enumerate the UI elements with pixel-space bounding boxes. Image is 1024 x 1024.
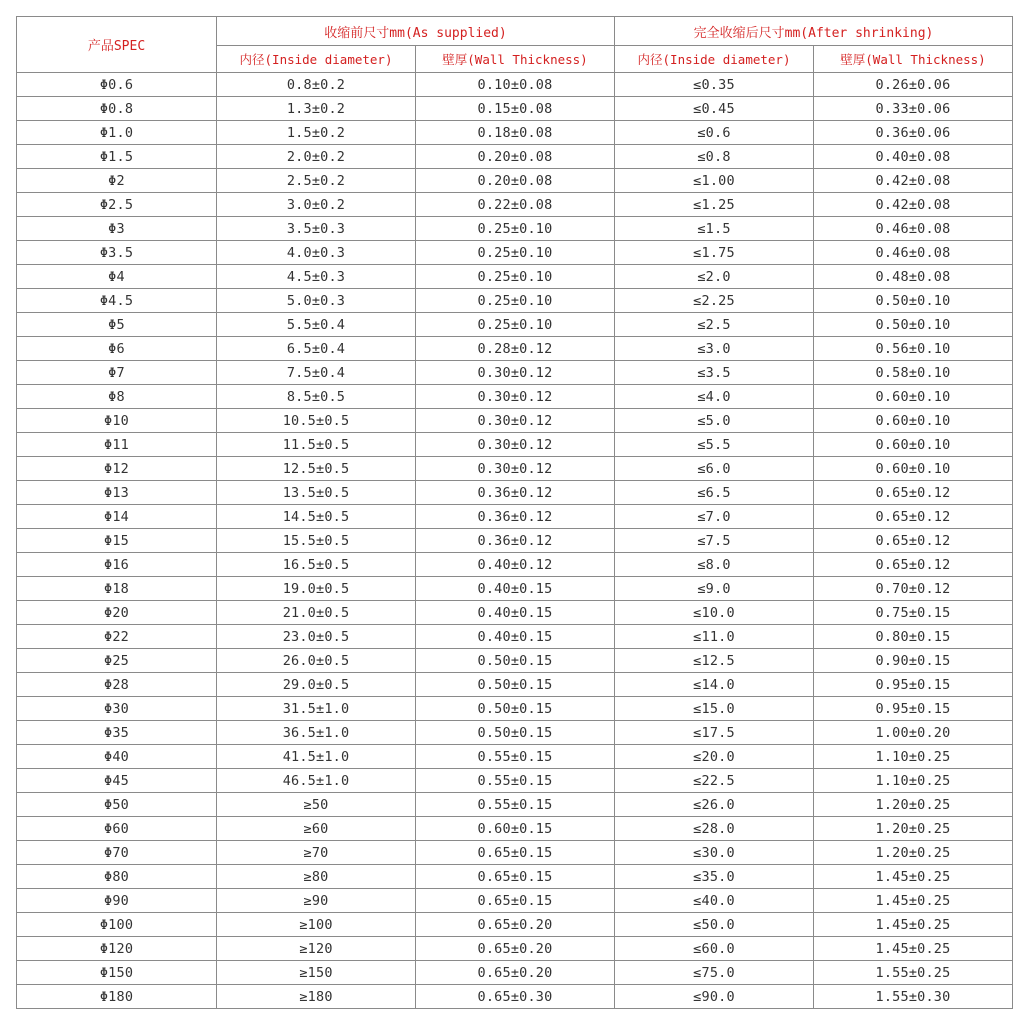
spec-cell: Φ14: [17, 505, 217, 529]
shrunk-wall-thickness-cell: 0.70±0.12: [814, 577, 1013, 601]
supplied-wall-thickness-cell: 0.65±0.20: [416, 937, 615, 961]
spec-cell: Φ1.5: [17, 145, 217, 169]
supplied-inside-diameter-cell: 8.5±0.5: [217, 385, 416, 409]
table-row: [17, 361, 1013, 385]
shrunk-wall-thickness-cell: 0.56±0.10: [814, 337, 1013, 361]
supplied-inside-diameter-cell: ≥120: [217, 937, 416, 961]
spec-cell: Φ30: [17, 697, 217, 721]
shrunk-wall-thickness-cell: 0.50±0.10: [814, 289, 1013, 313]
spec-column-header: 产品SPEC: [17, 17, 217, 73]
table-row: [17, 121, 1013, 145]
spec-cell: Φ45: [17, 769, 217, 793]
spec-cell: Φ150: [17, 961, 217, 985]
shrunk-wall-thickness-cell: 0.60±0.10: [814, 385, 1013, 409]
table-row: [17, 289, 1013, 313]
shrunk-inside-diameter-cell: ≤3.5: [615, 361, 814, 385]
shrunk-wall-thickness-cell: 0.26±0.06: [814, 73, 1013, 97]
shrunk-wall-thickness-cell: 0.60±0.10: [814, 433, 1013, 457]
supplied-inside-diameter-cell: 11.5±0.5: [217, 433, 416, 457]
heat-shrink-spec-table: [16, 16, 1013, 1009]
supplied-wall-thickness-cell: 0.65±0.20: [416, 961, 615, 985]
supplied-wall-thickness-cell: 0.60±0.15: [416, 817, 615, 841]
shrunk-wall-thickness-cell: 1.55±0.25: [814, 961, 1013, 985]
table-row: [17, 793, 1013, 817]
table-row: [17, 385, 1013, 409]
shrunk-wall-thickness-cell: 1.10±0.25: [814, 769, 1013, 793]
shrunk-inside-diameter-cell: ≤20.0: [615, 745, 814, 769]
spec-cell: Φ1.0: [17, 121, 217, 145]
shrunk-inside-diameter-cell: ≤0.35: [615, 73, 814, 97]
shrunk-wall-thickness-header: 壁厚(Wall Thickness): [814, 46, 1013, 73]
supplied-inside-diameter-cell: 3.5±0.3: [217, 217, 416, 241]
shrunk-inside-diameter-cell: ≤60.0: [615, 937, 814, 961]
table-row: [17, 625, 1013, 649]
shrunk-inside-diameter-cell: ≤7.0: [615, 505, 814, 529]
spec-cell: Φ13: [17, 481, 217, 505]
table-row: [17, 817, 1013, 841]
spec-cell: Φ6: [17, 337, 217, 361]
supplied-wall-thickness-cell: 0.25±0.10: [416, 313, 615, 337]
supplied-inside-diameter-cell: 7.5±0.4: [217, 361, 416, 385]
supplied-inside-diameter-cell: ≥80: [217, 865, 416, 889]
table-row: [17, 673, 1013, 697]
supplied-inside-diameter-cell: ≥70: [217, 841, 416, 865]
shrunk-wall-thickness-cell: 0.95±0.15: [814, 673, 1013, 697]
shrunk-inside-diameter-cell: ≤1.75: [615, 241, 814, 265]
spec-cell: Φ12: [17, 457, 217, 481]
shrunk-inside-diameter-cell: ≤22.5: [615, 769, 814, 793]
spec-cell: Φ4.5: [17, 289, 217, 313]
spec-cell: Φ80: [17, 865, 217, 889]
shrunk-inside-diameter-cell: ≤5.5: [615, 433, 814, 457]
table-row: [17, 721, 1013, 745]
spec-cell: Φ7: [17, 361, 217, 385]
spec-cell: Φ100: [17, 913, 217, 937]
shrunk-inside-diameter-cell: ≤2.5: [615, 313, 814, 337]
table-row: [17, 481, 1013, 505]
supplied-inside-diameter-cell: 41.5±1.0: [217, 745, 416, 769]
shrunk-inside-diameter-cell: ≤14.0: [615, 673, 814, 697]
table-row: [17, 337, 1013, 361]
shrunk-wall-thickness-cell: 1.55±0.30: [814, 985, 1013, 1009]
supplied-inside-diameter-cell: 26.0±0.5: [217, 649, 416, 673]
table-body: [17, 73, 1013, 1009]
supplied-inside-diameter-cell: 4.0±0.3: [217, 241, 416, 265]
spec-cell: Φ70: [17, 841, 217, 865]
table-row: [17, 865, 1013, 889]
table-row: [17, 553, 1013, 577]
shrunk-wall-thickness-cell: 0.65±0.12: [814, 553, 1013, 577]
supplied-inside-diameter-cell: 36.5±1.0: [217, 721, 416, 745]
supplied-wall-thickness-cell: 0.65±0.20: [416, 913, 615, 937]
shrunk-inside-diameter-cell: ≤2.25: [615, 289, 814, 313]
shrunk-inside-diameter-cell: ≤4.0: [615, 385, 814, 409]
spec-cell: Φ15: [17, 529, 217, 553]
supplied-inside-diameter-cell: 14.5±0.5: [217, 505, 416, 529]
table-row: [17, 961, 1013, 985]
spec-cell: Φ50: [17, 793, 217, 817]
table-row: [17, 145, 1013, 169]
shrunk-wall-thickness-cell: 0.46±0.08: [814, 241, 1013, 265]
table-row: [17, 529, 1013, 553]
shrunk-wall-thickness-cell: 1.20±0.25: [814, 793, 1013, 817]
spec-cell: Φ0.8: [17, 97, 217, 121]
spec-cell: Φ2: [17, 169, 217, 193]
spec-cell: Φ180: [17, 985, 217, 1009]
spec-cell: Φ10: [17, 409, 217, 433]
shrunk-wall-thickness-cell: 1.45±0.25: [814, 865, 1013, 889]
supplied-wall-thickness-cell: 0.36±0.12: [416, 505, 615, 529]
spec-cell: Φ2.5: [17, 193, 217, 217]
supplied-wall-thickness-cell: 0.15±0.08: [416, 97, 615, 121]
supplied-wall-thickness-cell: 0.25±0.10: [416, 265, 615, 289]
shrunk-inside-diameter-cell: ≤30.0: [615, 841, 814, 865]
shrunk-inside-diameter-cell: ≤1.00: [615, 169, 814, 193]
spec-cell: Φ28: [17, 673, 217, 697]
shrunk-inside-diameter-cell: ≤90.0: [615, 985, 814, 1009]
shrunk-inside-diameter-cell: ≤10.0: [615, 601, 814, 625]
supplied-wall-thickness-cell: 0.30±0.12: [416, 457, 615, 481]
supplied-wall-thickness-cell: 0.25±0.10: [416, 241, 615, 265]
shrunk-inside-diameter-cell: ≤15.0: [615, 697, 814, 721]
spec-cell: Φ4: [17, 265, 217, 289]
shrunk-wall-thickness-cell: 0.65±0.12: [814, 529, 1013, 553]
supplied-inside-diameter-header: 内径(Inside diameter): [217, 46, 416, 73]
supplied-wall-thickness-cell: 0.65±0.15: [416, 865, 615, 889]
shrunk-inside-diameter-cell: ≤40.0: [615, 889, 814, 913]
supplied-inside-diameter-cell: 2.0±0.2: [217, 145, 416, 169]
supplied-inside-diameter-cell: 3.0±0.2: [217, 193, 416, 217]
shrunk-inside-diameter-cell: ≤17.5: [615, 721, 814, 745]
supplied-wall-thickness-cell: 0.65±0.15: [416, 841, 615, 865]
supplied-wall-thickness-cell: 0.65±0.15: [416, 889, 615, 913]
supplied-inside-diameter-cell: 1.5±0.2: [217, 121, 416, 145]
table-row: [17, 265, 1013, 289]
table-row: [17, 985, 1013, 1009]
shrunk-wall-thickness-cell: 1.45±0.25: [814, 889, 1013, 913]
supplied-inside-diameter-cell: 0.8±0.2: [217, 73, 416, 97]
supplied-inside-diameter-cell: 10.5±0.5: [217, 409, 416, 433]
shrunk-wall-thickness-cell: 1.45±0.25: [814, 913, 1013, 937]
shrunk-inside-diameter-cell: ≤12.5: [615, 649, 814, 673]
table-row: [17, 193, 1013, 217]
supplied-wall-thickness-cell: 0.50±0.15: [416, 649, 615, 673]
supplied-wall-thickness-cell: 0.18±0.08: [416, 121, 615, 145]
supplied-inside-diameter-cell: 5.0±0.3: [217, 289, 416, 313]
spec-cell: Φ3: [17, 217, 217, 241]
supplied-wall-thickness-cell: 0.40±0.15: [416, 625, 615, 649]
shrunk-wall-thickness-cell: 1.00±0.20: [814, 721, 1013, 745]
spec-cell: Φ11: [17, 433, 217, 457]
table-row: [17, 577, 1013, 601]
table-row: [17, 913, 1013, 937]
spec-cell: Φ40: [17, 745, 217, 769]
shrunk-wall-thickness-cell: 0.60±0.10: [814, 457, 1013, 481]
shrunk-inside-diameter-cell: ≤11.0: [615, 625, 814, 649]
shrunk-inside-diameter-cell: ≤75.0: [615, 961, 814, 985]
supplied-wall-thickness-cell: 0.50±0.15: [416, 673, 615, 697]
table-header: [17, 17, 1013, 73]
shrunk-inside-diameter-cell: ≤26.0: [615, 793, 814, 817]
table-row: [17, 169, 1013, 193]
shrunk-inside-diameter-cell: ≤35.0: [615, 865, 814, 889]
table-row: [17, 217, 1013, 241]
supplied-wall-thickness-cell: 0.36±0.12: [416, 529, 615, 553]
table-row: [17, 769, 1013, 793]
supplied-inside-diameter-cell: 2.5±0.2: [217, 169, 416, 193]
shrunk-wall-thickness-cell: 0.80±0.15: [814, 625, 1013, 649]
supplied-wall-thickness-cell: 0.30±0.12: [416, 433, 615, 457]
spec-cell: Φ120: [17, 937, 217, 961]
supplied-inside-diameter-cell: 23.0±0.5: [217, 625, 416, 649]
shrunk-inside-diameter-cell: ≤3.0: [615, 337, 814, 361]
spec-cell: Φ20: [17, 601, 217, 625]
supplied-inside-diameter-cell: ≥60: [217, 817, 416, 841]
supplied-inside-diameter-cell: ≥180: [217, 985, 416, 1009]
shrunk-wall-thickness-cell: 1.20±0.25: [814, 817, 1013, 841]
supplied-inside-diameter-cell: 46.5±1.0: [217, 769, 416, 793]
shrunk-inside-diameter-cell: ≤7.5: [615, 529, 814, 553]
shrunk-inside-diameter-cell: ≤9.0: [615, 577, 814, 601]
shrunk-wall-thickness-cell: 0.65±0.12: [814, 505, 1013, 529]
supplied-inside-diameter-cell: ≥150: [217, 961, 416, 985]
table-row: [17, 313, 1013, 337]
supplied-wall-thickness-cell: 0.25±0.10: [416, 289, 615, 313]
supplied-inside-diameter-cell: 13.5±0.5: [217, 481, 416, 505]
supplied-wall-thickness-cell: 0.36±0.12: [416, 481, 615, 505]
spec-cell: Φ90: [17, 889, 217, 913]
supplied-wall-thickness-cell: 0.25±0.10: [416, 217, 615, 241]
supplied-wall-thickness-cell: 0.10±0.08: [416, 73, 615, 97]
shrunk-wall-thickness-cell: 0.75±0.15: [814, 601, 1013, 625]
supplied-inside-diameter-cell: 12.5±0.5: [217, 457, 416, 481]
supplied-wall-thickness-cell: 0.20±0.08: [416, 169, 615, 193]
spec-table-container: [16, 16, 1012, 1016]
supplied-wall-thickness-cell: 0.40±0.15: [416, 577, 615, 601]
supplied-wall-thickness-cell: 0.30±0.12: [416, 361, 615, 385]
supplied-wall-thickness-cell: 0.28±0.12: [416, 337, 615, 361]
shrunk-inside-diameter-cell: ≤0.45: [615, 97, 814, 121]
shrunk-wall-thickness-cell: 0.95±0.15: [814, 697, 1013, 721]
shrunk-wall-thickness-cell: 0.50±0.10: [814, 313, 1013, 337]
supplied-inside-diameter-cell: 5.5±0.4: [217, 313, 416, 337]
supplied-inside-diameter-cell: 6.5±0.4: [217, 337, 416, 361]
shrunk-wall-thickness-cell: 0.42±0.08: [814, 193, 1013, 217]
shrunk-inside-diameter-cell: ≤1.5: [615, 217, 814, 241]
shrunk-inside-diameter-cell: ≤0.8: [615, 145, 814, 169]
table-row: [17, 433, 1013, 457]
shrunk-wall-thickness-cell: 0.40±0.08: [814, 145, 1013, 169]
shrunk-wall-thickness-cell: 0.65±0.12: [814, 481, 1013, 505]
as-supplied-group-header: 收缩前尺寸mm(As supplied): [217, 17, 615, 46]
supplied-wall-thickness-cell: 0.40±0.15: [416, 601, 615, 625]
supplied-wall-thickness-cell: 0.30±0.12: [416, 385, 615, 409]
table-row: [17, 601, 1013, 625]
shrunk-wall-thickness-cell: 1.20±0.25: [814, 841, 1013, 865]
spec-cell: Φ16: [17, 553, 217, 577]
shrunk-wall-thickness-cell: 0.46±0.08: [814, 217, 1013, 241]
table-row: [17, 97, 1013, 121]
shrunk-inside-diameter-cell: ≤0.6: [615, 121, 814, 145]
shrunk-inside-diameter-cell: ≤5.0: [615, 409, 814, 433]
supplied-wall-thickness-cell: 0.65±0.30: [416, 985, 615, 1009]
supplied-wall-thickness-cell: 0.40±0.12: [416, 553, 615, 577]
shrunk-inside-diameter-cell: ≤1.25: [615, 193, 814, 217]
table-row: [17, 457, 1013, 481]
supplied-inside-diameter-cell: ≥100: [217, 913, 416, 937]
shrunk-wall-thickness-cell: 1.10±0.25: [814, 745, 1013, 769]
spec-cell: Φ60: [17, 817, 217, 841]
shrunk-inside-diameter-cell: ≤8.0: [615, 553, 814, 577]
shrunk-wall-thickness-cell: 0.90±0.15: [814, 649, 1013, 673]
shrunk-wall-thickness-cell: 0.36±0.06: [814, 121, 1013, 145]
spec-cell: Φ22: [17, 625, 217, 649]
supplied-inside-diameter-cell: ≥90: [217, 889, 416, 913]
spec-cell: Φ8: [17, 385, 217, 409]
shrunk-wall-thickness-cell: 0.60±0.10: [814, 409, 1013, 433]
table-row: [17, 505, 1013, 529]
supplied-wall-thickness-cell: 0.50±0.15: [416, 721, 615, 745]
supplied-inside-diameter-cell: ≥50: [217, 793, 416, 817]
supplied-inside-diameter-cell: 31.5±1.0: [217, 697, 416, 721]
supplied-wall-thickness-cell: 0.20±0.08: [416, 145, 615, 169]
shrunk-inside-diameter-cell: ≤2.0: [615, 265, 814, 289]
supplied-wall-thickness-cell: 0.50±0.15: [416, 697, 615, 721]
supplied-wall-thickness-header: 壁厚(Wall Thickness): [416, 46, 615, 73]
supplied-inside-diameter-cell: 16.5±0.5: [217, 553, 416, 577]
table-row: [17, 73, 1013, 97]
spec-cell: Φ18: [17, 577, 217, 601]
shrunk-wall-thickness-cell: 0.48±0.08: [814, 265, 1013, 289]
table-row: [17, 241, 1013, 265]
spec-cell: Φ5: [17, 313, 217, 337]
after-shrinking-group-header: 完全收缩后尺寸mm(After shrinking): [615, 17, 1013, 46]
supplied-wall-thickness-cell: 0.55±0.15: [416, 769, 615, 793]
supplied-inside-diameter-cell: 29.0±0.5: [217, 673, 416, 697]
spec-cell: Φ3.5: [17, 241, 217, 265]
header-row-top: [17, 17, 1013, 46]
shrunk-inside-diameter-cell: ≤28.0: [615, 817, 814, 841]
table-row: [17, 937, 1013, 961]
supplied-inside-diameter-cell: 21.0±0.5: [217, 601, 416, 625]
spec-cell: Φ0.6: [17, 73, 217, 97]
supplied-wall-thickness-cell: 0.30±0.12: [416, 409, 615, 433]
shrunk-inside-diameter-cell: ≤6.0: [615, 457, 814, 481]
shrunk-wall-thickness-cell: 1.45±0.25: [814, 937, 1013, 961]
table-row: [17, 745, 1013, 769]
table-row: [17, 649, 1013, 673]
supplied-inside-diameter-cell: 4.5±0.3: [217, 265, 416, 289]
shrunk-inside-diameter-cell: ≤50.0: [615, 913, 814, 937]
spec-cell: Φ35: [17, 721, 217, 745]
supplied-inside-diameter-cell: 19.0±0.5: [217, 577, 416, 601]
table-row: [17, 841, 1013, 865]
shrunk-inside-diameter-cell: ≤6.5: [615, 481, 814, 505]
shrunk-inside-diameter-header: 内径(Inside diameter): [615, 46, 814, 73]
supplied-inside-diameter-cell: 1.3±0.2: [217, 97, 416, 121]
supplied-wall-thickness-cell: 0.55±0.15: [416, 745, 615, 769]
shrunk-wall-thickness-cell: 0.33±0.06: [814, 97, 1013, 121]
table-row: [17, 697, 1013, 721]
supplied-inside-diameter-cell: 15.5±0.5: [217, 529, 416, 553]
table-row: [17, 409, 1013, 433]
spec-cell: Φ25: [17, 649, 217, 673]
supplied-wall-thickness-cell: 0.22±0.08: [416, 193, 615, 217]
shrunk-wall-thickness-cell: 0.58±0.10: [814, 361, 1013, 385]
shrunk-wall-thickness-cell: 0.42±0.08: [814, 169, 1013, 193]
supplied-wall-thickness-cell: 0.55±0.15: [416, 793, 615, 817]
table-row: [17, 889, 1013, 913]
